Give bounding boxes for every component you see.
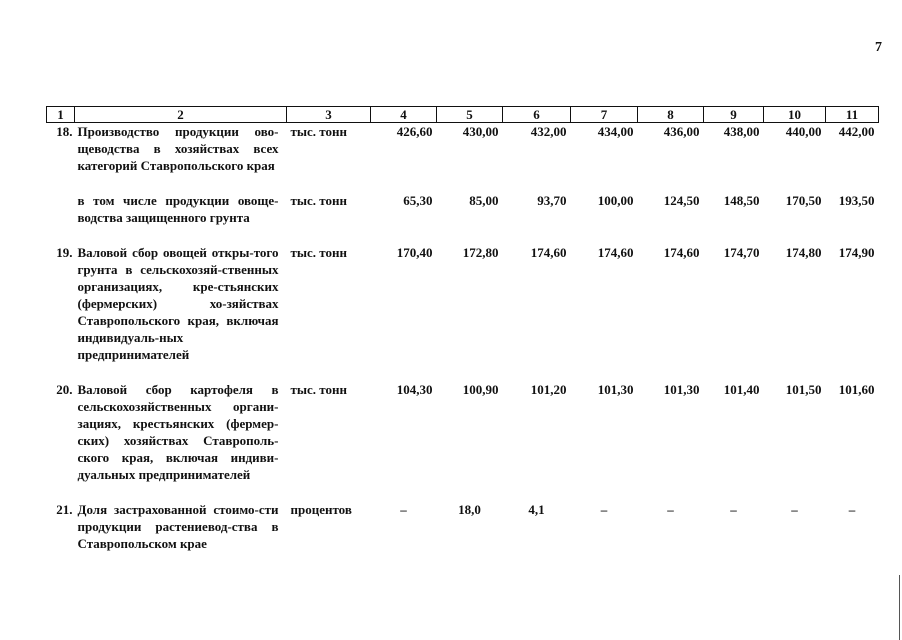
- row-unit: тыс. тонн: [290, 245, 348, 260]
- value-cell: 100,90: [462, 382, 499, 397]
- header-cell: 4: [371, 107, 437, 123]
- value-cell: 434,00: [597, 124, 634, 139]
- row-unit: процентов: [290, 502, 352, 517]
- row-description: в том числе продукции овоще-водства защищенного грунта: [77, 193, 279, 225]
- value-cell: 101,20: [530, 382, 567, 397]
- row-number: 18.: [56, 124, 73, 139]
- value-cell: 148,50: [723, 193, 760, 208]
- header-cell: 6: [503, 107, 571, 123]
- value-cell: 442,00: [838, 124, 875, 139]
- row-number: [47, 192, 75, 226]
- value-cell: 426,60: [396, 124, 433, 139]
- value-cell: 174,60: [663, 245, 700, 260]
- value-cell: 101,40: [723, 382, 760, 397]
- table-row: [47, 123, 879, 175]
- header-cell: 1: [47, 107, 75, 123]
- value-cell: 174,90: [838, 245, 875, 260]
- value-cell: 4,1: [528, 502, 545, 517]
- spacer-row: [47, 363, 879, 381]
- value-cell: 85,00: [469, 193, 499, 208]
- value-cell: –: [791, 502, 798, 517]
- value-cell: 432,00: [530, 124, 567, 139]
- header-cell: 3: [287, 107, 371, 123]
- header-cell: 10: [764, 107, 826, 123]
- header-cell: 5: [437, 107, 503, 123]
- value-cell: 101,50: [785, 382, 822, 397]
- value-cell: 100,00: [597, 193, 634, 208]
- value-cell: 170,40: [396, 245, 433, 260]
- value-cell: 438,00: [723, 124, 760, 139]
- table-row: [47, 192, 879, 226]
- value-cell: 124,50: [663, 193, 700, 208]
- value-cell: 101,30: [597, 382, 634, 397]
- row-description: Валовой сбор картофеля в сельскохозяйственных органи-зациях, крестьянских (фермер-ских) хозяйствах Ставрополь-ского края, включая индиви-дуальных предпринимателей: [77, 382, 279, 482]
- value-cell: 101,60: [838, 382, 875, 397]
- value-cell: 174,70: [723, 245, 760, 260]
- value-cell: 170,50: [785, 193, 822, 208]
- value-cell: 436,00: [663, 124, 700, 139]
- spacer-row: [47, 174, 879, 192]
- scan-edge-line: [899, 575, 900, 640]
- row-unit: тыс. тонн: [290, 193, 348, 208]
- row-number: 21.: [56, 502, 73, 517]
- row-number: 19.: [56, 245, 73, 260]
- value-cell: 172,80: [462, 245, 499, 260]
- data-table: [46, 106, 879, 552]
- value-cell: 430,00: [462, 124, 499, 139]
- value-cell: 93,70: [537, 193, 567, 208]
- page-number: 7: [875, 40, 882, 55]
- value-cell: –: [600, 502, 608, 517]
- value-cell: 193,50: [838, 193, 875, 208]
- row-unit: тыс. тонн: [290, 382, 348, 397]
- spacer-row: [47, 483, 879, 501]
- header-cell: 11: [826, 107, 879, 123]
- table-row: [47, 501, 879, 552]
- header-cell: 2: [75, 107, 287, 123]
- row-unit: тыс. тонн: [290, 124, 348, 139]
- value-cell: 101,30: [663, 382, 700, 397]
- value-cell: 440,00: [785, 124, 822, 139]
- value-cell: 104,30: [396, 382, 433, 397]
- spacer-row: [47, 226, 879, 244]
- value-cell: –: [848, 502, 856, 517]
- row-description: Доля застрахованной стоимо-сти продукции растениевод-ства в Ставропольском крае: [77, 502, 279, 551]
- table-row: [47, 244, 879, 363]
- value-cell: 65,30: [403, 193, 433, 208]
- value-cell: 18,0: [458, 502, 481, 517]
- header-cell: 9: [704, 107, 764, 123]
- value-cell: –: [730, 502, 737, 517]
- value-cell: 174,60: [597, 245, 634, 260]
- value-cell: –: [667, 502, 674, 517]
- header-cell: 7: [571, 107, 638, 123]
- value-cell: –: [400, 502, 407, 517]
- row-description: Валовой сбор овощей откры-того грунта в сельскохозяй-ственных организациях, кре-стьянских (фермерских) хо-зяйствах Ставропольского края, включая индивидуаль-ных предпринимателей: [77, 245, 279, 362]
- row-description: Производство продукции ово-щеводства в хозяйствах всех категорий Ставропольского края: [77, 124, 279, 173]
- header-row: [47, 107, 879, 123]
- table-row: [47, 381, 879, 483]
- row-number: 20.: [56, 382, 73, 397]
- header-cell: 8: [638, 107, 704, 123]
- value-cell: 174,80: [785, 245, 822, 260]
- value-cell: 174,60: [530, 245, 567, 260]
